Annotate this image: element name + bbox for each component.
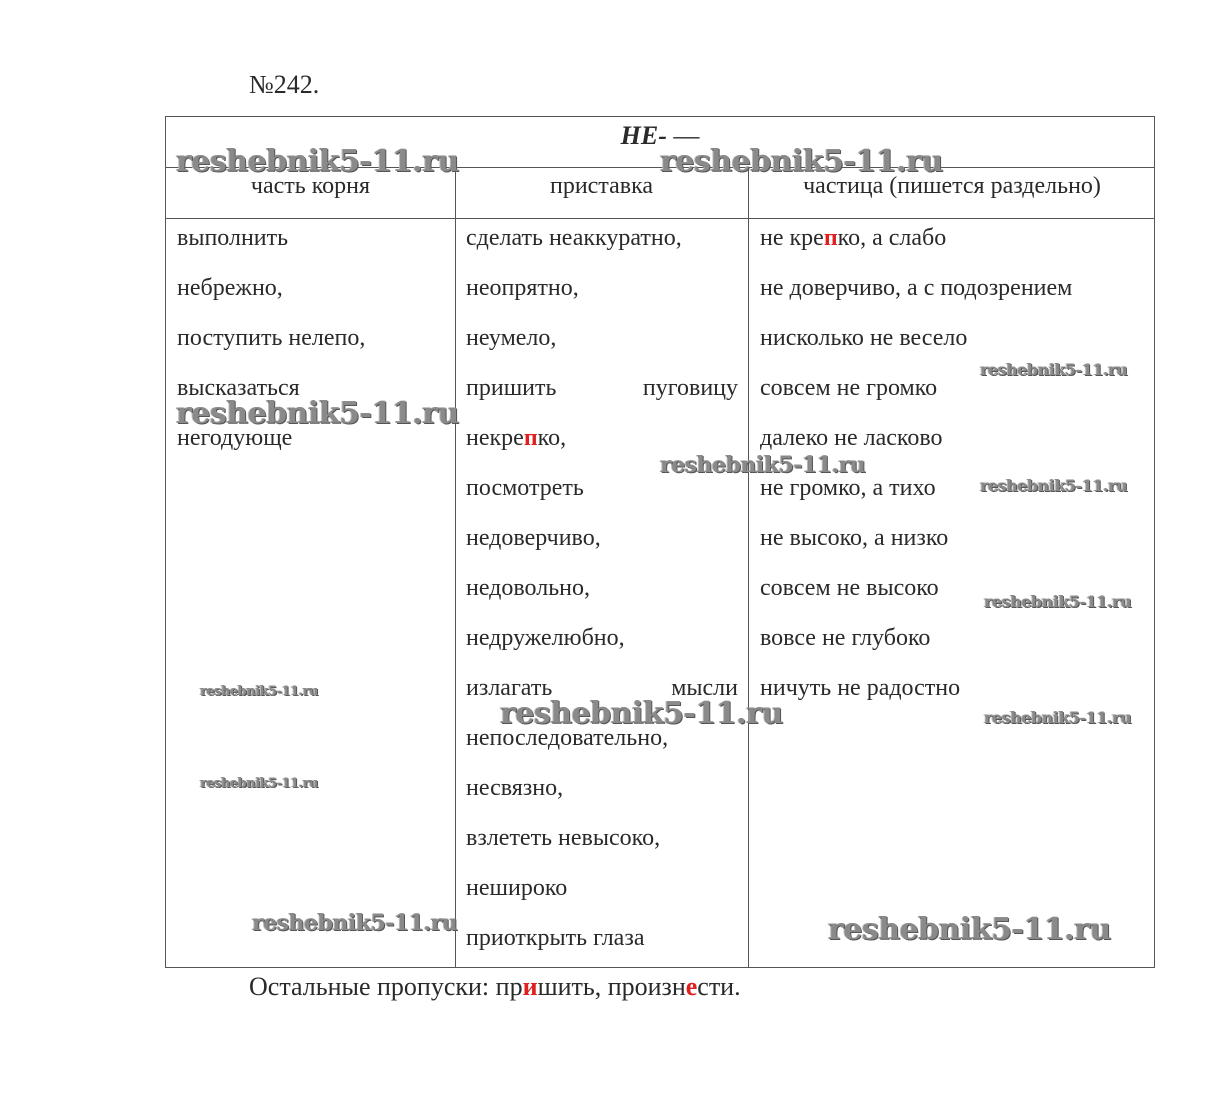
exercise-number: №242. [249,70,320,99]
word-part: не кре [760,225,824,251]
list-item: несвязно, [466,775,564,801]
list-item: ничуть не радостно [760,675,961,701]
list-item: не громко, а тихо [760,475,936,501]
list-item: сделать неаккуратно, [466,225,682,251]
list-item: приоткрыть глаза [466,925,645,951]
list-item: недружелюбно, [466,625,625,651]
list-item: совсем не высоко [760,575,939,601]
list-item: высказаться [177,375,300,401]
watermark: reshebnik5-11.ru [200,776,319,791]
watermark: reshebnik5-11.ru [252,910,458,936]
list-item: недовольно, [466,575,591,601]
list-item: не доверчиво, а с подозрением [760,275,1073,301]
word-part: ко, [537,425,567,451]
watermark: reshebnik5-11.ru [984,592,1132,611]
highlighted-letter: е [685,972,698,1001]
word: мысли [671,675,738,701]
footer-text: Остальные пропуски: пр [249,972,523,1001]
title-text: НЕ- [620,121,667,150]
list-item: неопрятно, [466,275,579,301]
watermark: reshebnik5-11.ru [176,396,459,431]
list-item: непоследовательно, [466,725,669,751]
list-item: не высоко, а низко [760,525,949,551]
word: пришить [466,375,557,401]
list-item: нешироко [466,875,568,901]
list-item: посмотреть [466,475,584,501]
column-divider-2 [748,168,749,967]
list-item: совсем не громко [760,375,938,401]
watermark: reshebnik5-11.ru [200,684,319,699]
list-item: выполнить [177,225,289,251]
watermark: reshebnik5-11.ru [660,452,866,478]
watermark: reshebnik5-11.ru [500,696,783,731]
header-root-part: часть корня [250,173,371,199]
answer-table [165,116,1155,968]
list-item: небрежно, [177,275,283,301]
list-item [466,371,738,421]
footer-note [249,972,741,1002]
watermark: reshebnik5-11.ru [984,708,1132,727]
word: излагать [466,675,553,701]
list-item: недоверчиво, [466,525,601,551]
list-item: поступить нелепо, [177,325,366,351]
highlighted-letter: и [522,972,538,1001]
list-item: вовсе не глубоко [760,625,931,651]
header-bottom-divider [166,218,1154,219]
header-particle: частица (пишется раздельно) [803,173,1101,199]
header-prefix: приставка [549,173,654,199]
list-item: нисколько не весело [760,325,968,351]
list-item: взлететь невысоко, [466,825,661,851]
footer-text: шить, произн [537,972,686,1001]
list-item [760,221,1150,271]
title-dash: — [673,121,700,150]
highlighted-letter: п [823,225,838,251]
word: пуговицу [642,375,738,401]
footer-text: сти. [697,972,741,1001]
column-divider-1 [455,168,456,967]
list-item: неумело, [466,325,557,351]
word-part: ко, а слабо [837,225,947,251]
highlighted-letter: п [523,425,538,451]
watermark: reshebnik5-11.ru [176,144,459,179]
watermark: reshebnik5-11.ru [980,476,1128,495]
list-item: негодующе [177,425,293,451]
watermark: reshebnik5-11.ru [828,912,1111,947]
column-root-part [177,221,447,471]
watermark: reshebnik5-11.ru [980,360,1128,379]
word-part: некре [466,425,524,451]
watermark: reshebnik5-11.ru [660,144,943,179]
column-prefix [466,221,738,971]
list-item: далеко не ласково [760,425,943,451]
